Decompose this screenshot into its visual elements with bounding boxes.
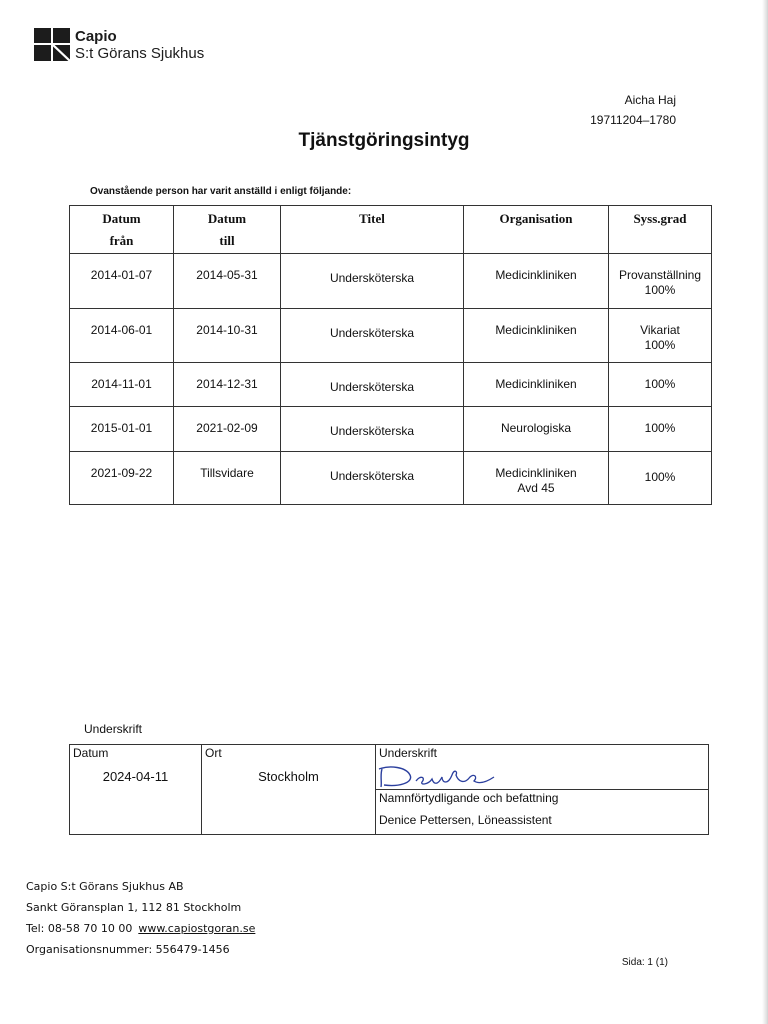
handwritten-signature <box>376 763 516 789</box>
cell-from: 2014-06-01 <box>70 309 174 363</box>
cell-grade: Vikariat 100% <box>609 309 712 363</box>
place-cell <box>202 745 376 835</box>
cell-to: 2014-12-31 <box>174 363 281 407</box>
signature-label: Underskrift <box>379 746 438 760</box>
cell-grade: 100% <box>609 363 712 407</box>
logo-name: Capio <box>75 28 117 45</box>
signature-divider <box>376 789 708 790</box>
table-row <box>70 363 712 407</box>
header-organisation: Organisation <box>464 206 609 254</box>
table-row <box>70 254 712 309</box>
logo-subtitle: S:t Görans Sjukhus <box>75 45 205 62</box>
signature-table <box>69 744 709 835</box>
footer-website-link[interactable]: www.capiostgoran.se <box>138 922 256 935</box>
cell-to: 2014-10-31 <box>174 309 281 363</box>
cell-title: Undersköterska <box>281 407 464 452</box>
header-title: Titel <box>281 206 464 254</box>
cell-to: 2014-05-31 <box>174 254 281 309</box>
cell-title: Undersköterska <box>281 254 464 309</box>
cell-to: 2021-02-09 <box>174 407 281 452</box>
cell-grade: Provanställning 100% <box>609 254 712 309</box>
cell-from: 2014-01-07 <box>70 254 174 309</box>
name-clarification-value: Denice Pettersen, Löneassistent <box>379 813 552 827</box>
table-row <box>70 452 712 505</box>
capio-logo-icon <box>34 28 70 61</box>
signature-heading: Underskrift <box>84 722 143 736</box>
cell-organisation: Medicinkliniken <box>464 363 609 407</box>
person-block <box>590 90 676 130</box>
date-cell <box>70 745 202 835</box>
cell-title: Undersköterska <box>281 363 464 407</box>
date-label: Datum <box>73 746 109 760</box>
cell-from: 2015-01-01 <box>70 407 174 452</box>
signature-cell <box>376 745 709 835</box>
cell-grade: 100% <box>609 407 712 452</box>
cell-organisation: Neurologiska <box>464 407 609 452</box>
cell-organisation: Medicinkliniken <box>464 254 609 309</box>
scan-edge-shadow <box>762 0 768 1024</box>
header-date-to: Datum till <box>174 206 281 254</box>
footer <box>26 876 255 960</box>
person-name: Aicha Haj <box>624 93 676 107</box>
table-header-row <box>70 206 712 254</box>
cell-from: 2021-09-22 <box>70 452 174 505</box>
place-value: Stockholm <box>258 769 319 784</box>
footer-address: Sankt Göransplan 1, 112 81 Stockholm <box>26 901 242 914</box>
intro-text: Ovanstående person har varit anställd i enligt följande: <box>90 186 352 197</box>
cell-organisation: Medicinkliniken Avd 45 <box>464 452 609 505</box>
place-label: Ort <box>205 746 222 760</box>
person-id-number: 19711204–1780 <box>590 113 676 127</box>
table-row <box>70 407 712 452</box>
employment-table <box>69 205 712 505</box>
footer-contact <box>26 918 255 939</box>
cell-organisation: Medicinkliniken <box>464 309 609 363</box>
header-employment-grade: Syss.grad <box>609 206 712 254</box>
cell-to: Tillsvidare <box>174 452 281 505</box>
capio-logo <box>34 28 204 62</box>
page-number: Sida: 1 (1) <box>621 957 668 968</box>
footer-org-number: Organisationsnummer: 556479-1456 <box>26 943 230 956</box>
name-clarification-label: Namnförtydligande och befattning <box>379 791 559 805</box>
document-title: Tjänstgöringsintyg <box>298 130 470 151</box>
date-value: 2024-04-11 <box>102 769 169 784</box>
cell-from: 2014-11-01 <box>70 363 174 407</box>
cell-grade: 100% <box>609 452 712 505</box>
cell-title: Undersköterska <box>281 309 464 363</box>
footer-phone: Tel: 08-58 70 10 00 <box>26 922 133 935</box>
cell-title: Undersköterska <box>281 452 464 505</box>
footer-company: Capio S:t Görans Sjukhus AB <box>26 880 184 893</box>
table-row <box>70 309 712 363</box>
header-date-from: Datum från <box>70 206 174 254</box>
